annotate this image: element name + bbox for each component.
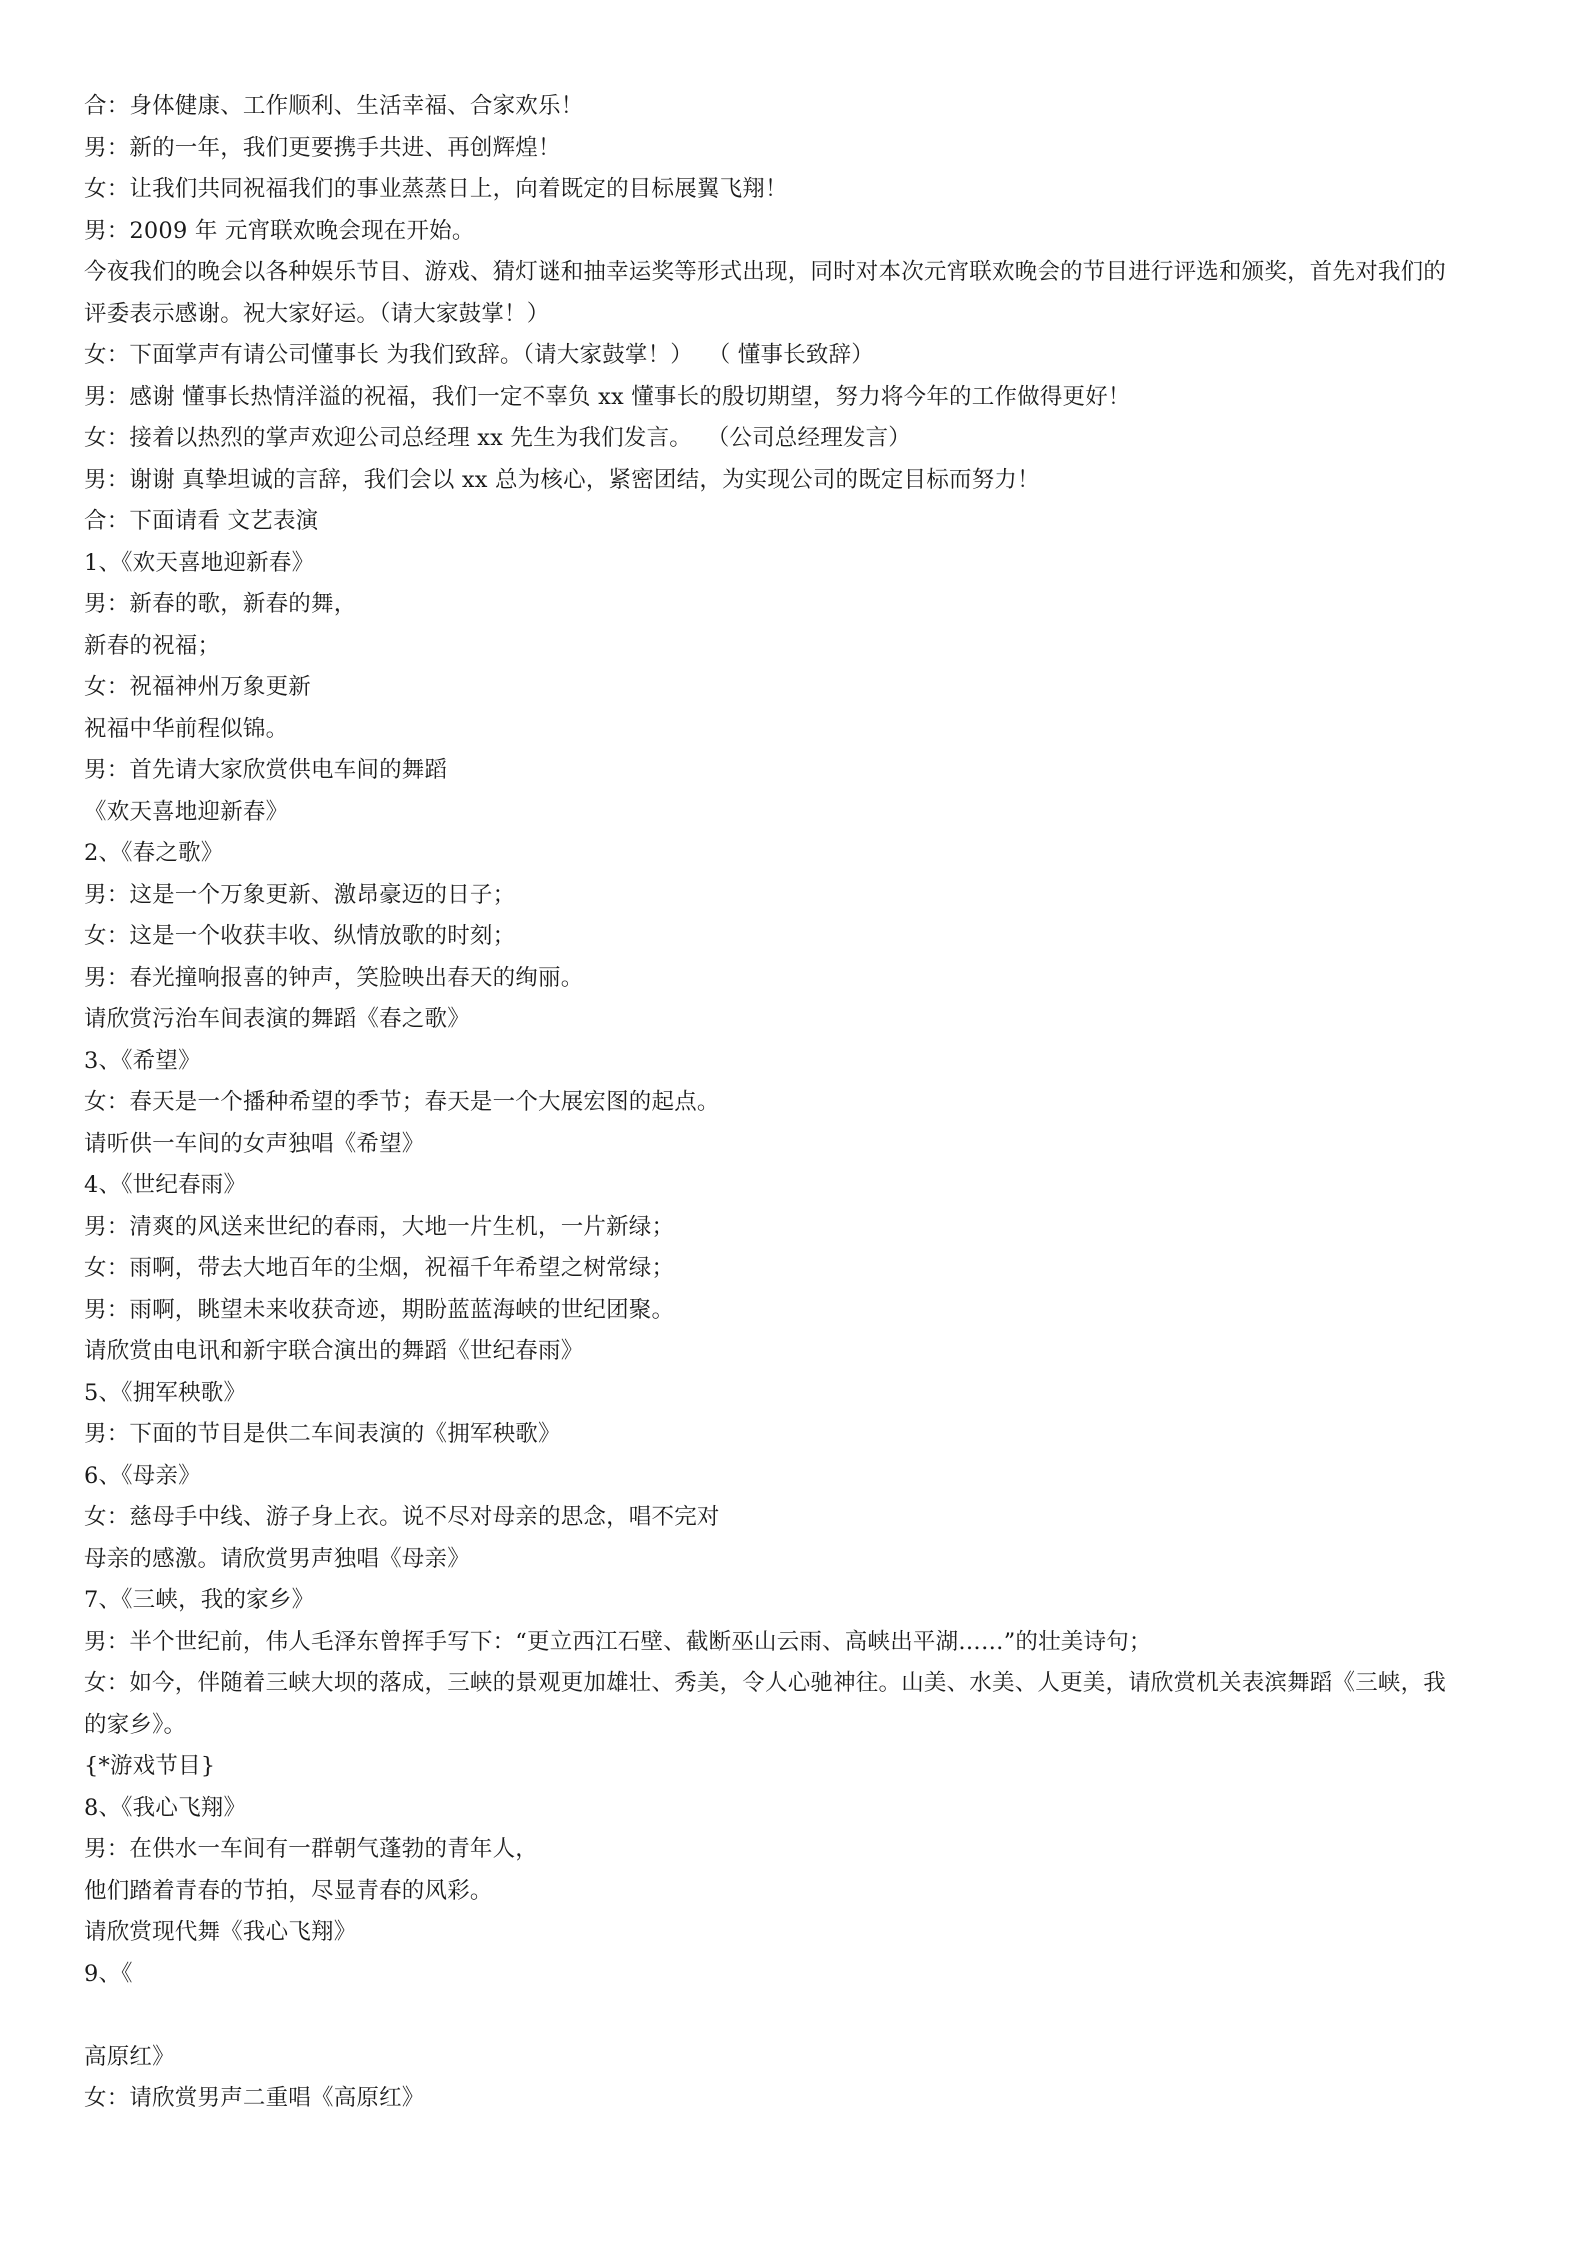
text-line: 男：新春的歌，新春的舞， <box>84 591 357 617</box>
text-line: 高原红》 <box>84 2043 175 2070</box>
text-line: 请听供一车间的女声独唱《希望》 <box>84 1130 425 1157</box>
text-line: 女：接着以热烈的掌声欢迎公司总经理 xx 先生为我们发言。 （公司总经理发言） <box>84 425 911 451</box>
text-line: 男：这是一个万象更新、激昂豪迈的日子； <box>84 881 516 908</box>
text-line: 请欣赏由电讯和新宇联合演出的舞蹈《世纪春雨》 <box>84 1338 584 1364</box>
text-line: 请欣赏现代舞《我心飞翔》 <box>84 1919 357 1945</box>
text-line: 4、《世纪春雨》 <box>84 1172 247 1198</box>
text-line: 男：雨啊，眺望未来收获奇迹，期盼蓝蓝海峡的世纪团聚。 <box>84 1296 675 1323</box>
text-line: 新春的祝福； <box>84 632 221 659</box>
text-line: 女：慈母手中线、游子身上衣。说不尽对母亲的思念，唱不完对 <box>84 1504 720 1530</box>
text-line: 女：春天是一个播种希望的季节；春天是一个大展宏图的起点。 <box>84 1089 720 1115</box>
document-body <box>84 86 1524 2120</box>
text-line: 男：在供水一车间有一群朝气蓬勃的青年人， <box>84 1836 539 1862</box>
text-line: 7、《三峡，我的家乡》 <box>84 1587 315 1613</box>
text-line: 男：新的一年，我们更要携手共进、再创辉煌！ <box>84 134 561 161</box>
text-line: 9、《 <box>84 1960 133 1987</box>
text-line: 评委表示感谢。祝大家好运。（请大家鼓掌！） <box>84 300 550 327</box>
text-line: 的家乡》。 <box>84 1711 187 1738</box>
text-line: 女：这是一个收获丰收、纵情放歌的时刻； <box>84 923 516 949</box>
text-line: 3、《希望》 <box>84 1047 201 1074</box>
text-line: 《欢天喜地迎新春》 <box>84 798 289 825</box>
text-line: 他们踏着青春的节拍，尽显青春的风彩。 <box>84 1877 493 1904</box>
text-line: 女：如今，伴随着三峡大坝的落成，三峡的景观更加雄壮、秀美，令人心驰神往。山美、水美、人更美，请欣赏机关表滨舞蹈《三峡，我 <box>84 1670 1447 1696</box>
text-line: 女：祝福神州万象更新 <box>84 674 312 700</box>
text-line: 8、《我心飞翔》 <box>84 1794 247 1821</box>
text-line: 1、《欢天喜地迎新春》 <box>84 549 315 576</box>
text-line: 女：下面掌声有请公司懂事长 为我们致辞。（请大家鼓掌！） （ 懂事长致辞） <box>84 342 874 368</box>
text-line: 今夜我们的晚会以各种娱乐节目、游戏、猜灯谜和抽幸运奖等形式出现，同时对本次元宵联欢晚会的节目进行评选和颁奖，首先对我们的 <box>84 259 1447 285</box>
text-line: 女：让我们共同祝福我们的事业蒸蒸日上，向着既定的目标展翼飞翔！ <box>84 176 788 202</box>
text-line: 男：春光撞响报喜的钟声，笑脸映出春天的绚丽。 <box>84 964 584 991</box>
text-line: 男：2009 年 元宵联欢晚会现在开始。 <box>84 217 475 244</box>
text-line: 2、《春之歌》 <box>84 840 224 866</box>
text-line: 祝福中华前程似锦。 <box>84 715 289 742</box>
text-line: 男：首先请大家欣赏供电车间的舞蹈 <box>84 757 448 783</box>
text-line: {*游戏节目} <box>84 1753 216 1779</box>
text-line: 合：下面请看 文艺表演 <box>84 508 319 534</box>
text-line: 女：请欣赏男声二重唱《高原红》 <box>84 2085 425 2111</box>
text-line: 男：清爽的风送来世纪的春雨，大地一片生机，一片新绿； <box>84 1213 675 1240</box>
text-line: 请欣赏污治车间表演的舞蹈《春之歌》 <box>84 1006 470 1032</box>
text-line: 男：下面的节目是供二车间表演的《拥军秧歌》 <box>84 1421 561 1447</box>
text-line: 男：半个世纪前，伟人毛泽东曾挥手写下：“更立西江石壁、截断巫山云雨、高峡出平湖……”的壮美诗句； <box>84 1628 1152 1655</box>
text-line: 合：身体健康、工作顺利、生活幸福、合家欢乐！ <box>84 93 584 119</box>
text-line: 母亲的感激。请欣赏男声独唱《母亲》 <box>84 1545 470 1572</box>
text-line: 5、《拥军秧歌》 <box>84 1379 247 1406</box>
blank-line <box>84 1995 1524 2037</box>
text-line: 男：谢谢 真挚坦诚的言辞，我们会以 xx 总为核心，紧密团结，为实现公司的既定目标而努力！ <box>84 466 1040 493</box>
text-line: 6、《母亲》 <box>84 1462 201 1489</box>
text-line: 男：感谢 懂事长热情洋溢的祝福，我们一定不辜负 xx 懂事长的殷切期望，努力将今年的工作做得更好！ <box>84 383 1131 410</box>
text-line: 女：雨啊，带去大地百年的尘烟，祝福千年希望之树常绿； <box>84 1255 675 1281</box>
